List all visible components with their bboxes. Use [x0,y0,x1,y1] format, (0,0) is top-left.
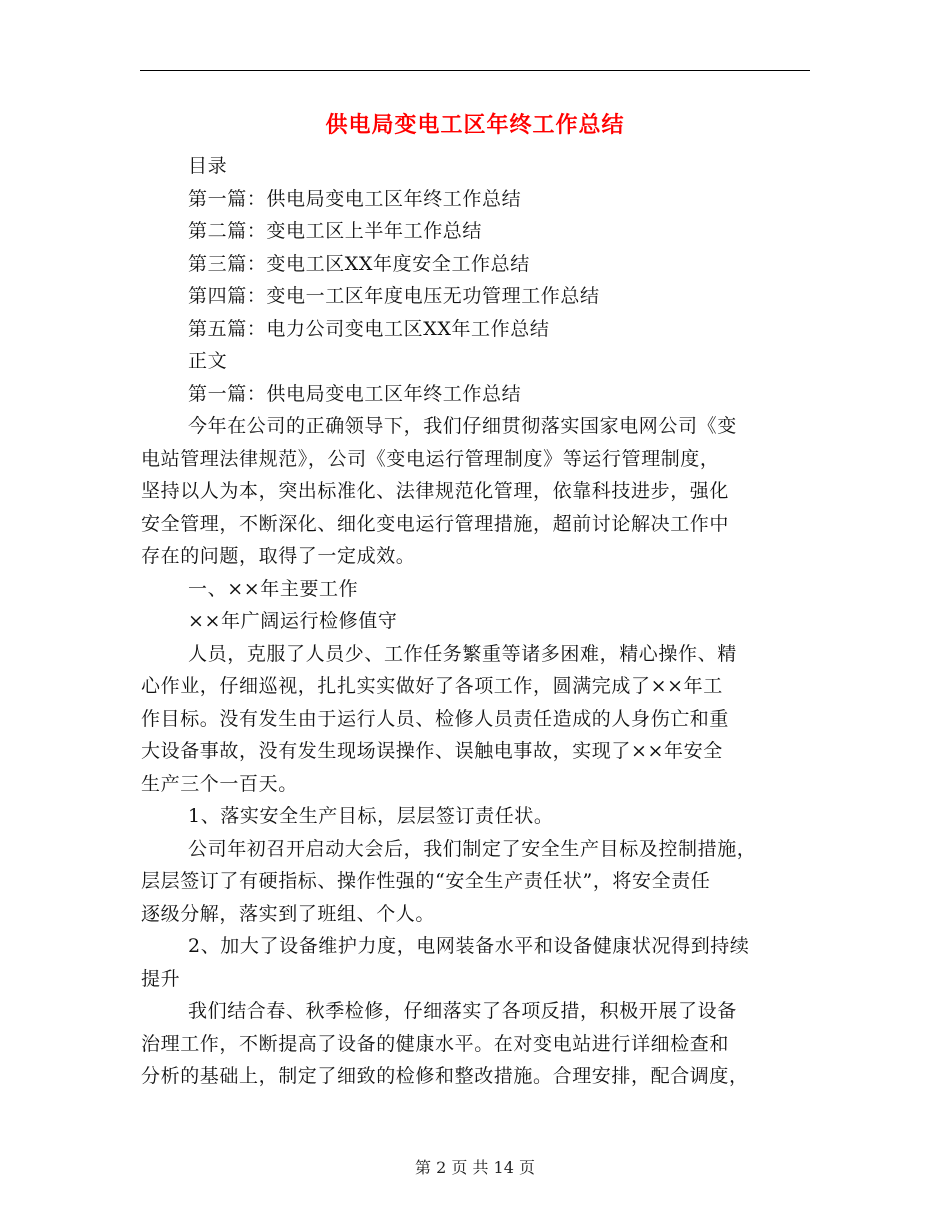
body-heading: 正文 [188,350,228,372]
paragraph-line: 安全管理，不断深化、细化变电运行管理措施，超前讨论解决工作中 [141,512,730,535]
document-title: 供电局变电工区年终工作总结 [325,112,625,138]
paragraph-line: 逐级分解，落实到了班组、个人。 [141,902,436,925]
document-body [141,150,811,1093]
toc-heading: 目录 [188,155,228,177]
paragraph-line: 坚持以人为本，突出标准化、法律规范化管理，依靠科技进步，强化 [141,480,730,502]
paragraph-line: 公司年初召开启动大会后，我们制定了安全生产目标及控制措施， [188,837,757,860]
header-rule [140,70,810,71]
paragraph-line: 电站管理法律规范》，公司《变电运行管理制度》等运行管理制度， [141,447,720,470]
paragraph-line: ××年广阔运行检修值守 [188,610,398,632]
paragraph-line: 生产三个一百天。 [141,772,298,795]
toc-item: 第四篇：变电一工区年度电压无功管理工作总结 [188,285,600,307]
paragraph-line: 层层签订了有硬指标、操作性强的“安全生产责任状”，将安全责任 [141,870,711,892]
page-number-footer: 第 2 页 共 14 页 [415,1158,535,1177]
paragraph-line: 存在的问题，取得了一定成效。 [141,545,416,567]
chapter-heading: 第一篇：供电局变电工区年终工作总结 [188,382,522,405]
section-heading: 一、××年主要工作 [188,577,359,600]
toc-item: 第二篇：变电工区上半年工作总结 [188,220,483,242]
paragraph-line: 大设备事故，没有发生现场误操作、误触电事故，实现了××年安全 [141,740,723,762]
subsection-heading: 1、落实安全生产目标，层层签订责任状。 [188,805,554,827]
paragraph-line: 今年在公司的正确领导下，我们仔细贯彻落实国家电网公司《变 [188,415,737,437]
paragraph-line: 人员，克服了人员少、工作任务繁重等诸多困难，精心操作、精 [188,642,737,665]
subsection-heading: 提升 [141,967,181,990]
toc-item: 第一篇：供电局变电工区年终工作总结 [188,187,522,210]
paragraph-line: 治理工作，不断提高了设备的健康水平。在对变电站进行详细检查和 [141,1032,730,1055]
paragraph-line: 我们结合春、秋季检修，仔细落实了各项反措，积极开展了设备 [188,1000,737,1022]
toc-item: 第三篇：变电工区XX年度安全工作总结 [188,252,530,275]
toc-item: 第五篇：电力公司变电工区XX年工作总结 [188,317,550,340]
subsection-heading: 2、加大了设备维护力度，电网装备水平和设备健康状况得到持续 [188,935,750,957]
paragraph-line: 作目标。没有发生由于运行人员、检修人员责任造成的人身伤亡和重 [141,707,730,730]
paragraph-line: 分析的基础上，制定了细致的检修和整改措施。合理安排，配合调度， [141,1065,749,1087]
paragraph-line: 心作业，仔细巡视，扎扎实实做好了各项工作，圆满完成了××年工 [141,675,723,697]
